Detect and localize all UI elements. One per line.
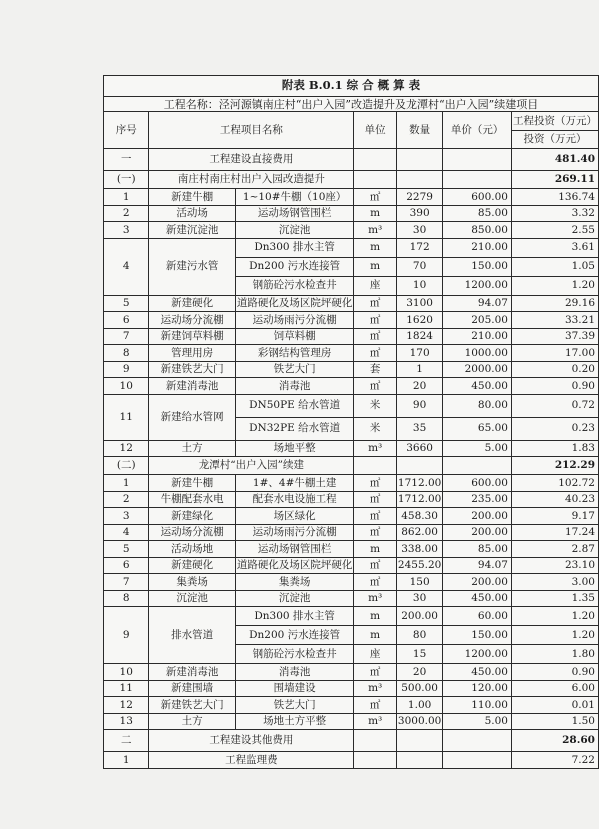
row-seq: 2 xyxy=(104,491,149,508)
row-quantity: 2455.20 xyxy=(396,557,442,574)
row-quantity: 3100 xyxy=(396,295,442,312)
row-total: 0.90 xyxy=(511,378,598,395)
row-quantity xyxy=(396,730,442,752)
row-category: 集粪场 xyxy=(149,574,235,591)
row-total: 0.23 xyxy=(511,417,598,440)
row-unit-price: 60.00 xyxy=(443,607,512,626)
table-row xyxy=(104,574,599,591)
row-unit: m xyxy=(354,257,397,276)
row-unit-price: 110.00 xyxy=(443,697,512,714)
row-unit: m³ xyxy=(354,440,397,457)
row-quantity: 3000.00 xyxy=(396,713,442,730)
row-unit-price xyxy=(443,457,512,475)
row-seq: 9 xyxy=(104,361,149,378)
row-quantity: 338.00 xyxy=(396,541,442,558)
row-seq: 4 xyxy=(104,238,149,295)
row-unit: ㎡ xyxy=(354,664,397,681)
row-unit-price: 450.00 xyxy=(443,378,512,395)
row-unit: ㎡ xyxy=(354,295,397,312)
row-subitem: DN50PE 给水管道 xyxy=(235,394,354,417)
row-unit-price: 235.00 xyxy=(443,491,512,508)
table-row xyxy=(104,295,599,312)
row-unit: ㎡ xyxy=(354,697,397,714)
row-seq: 1 xyxy=(104,475,149,492)
subsection-row xyxy=(104,457,599,475)
row-unit: m xyxy=(354,541,397,558)
row-quantity: 70 xyxy=(396,257,442,276)
row-unit-price: 2000.00 xyxy=(443,361,512,378)
row-unit xyxy=(354,171,397,189)
row-seq: 3 xyxy=(104,222,149,239)
row-unit-price: 85.00 xyxy=(443,205,512,222)
header-seq: 序号 xyxy=(104,112,149,149)
row-seq: 6 xyxy=(104,312,149,329)
row-subitem: 铁艺大门 xyxy=(235,697,354,714)
row-seq: 3 xyxy=(104,508,149,525)
row-category: 新建围墙 xyxy=(149,680,235,697)
row-total: 37.39 xyxy=(511,328,598,345)
row-unit: ㎡ xyxy=(354,189,397,206)
row-unit: m³ xyxy=(354,590,397,607)
row-quantity: 80 xyxy=(396,626,442,645)
row-unit-price: 850.00 xyxy=(443,222,512,239)
table-row xyxy=(104,394,599,417)
row-category: 沉淀池 xyxy=(149,590,235,607)
header-item-name: 工程项目名称 xyxy=(149,112,354,149)
row-quantity: 1824 xyxy=(396,328,442,345)
row-quantity: 1 xyxy=(396,361,442,378)
row-subitem: Dn300 排水主管 xyxy=(235,607,354,626)
table-row xyxy=(104,524,599,541)
row-seq: 11 xyxy=(104,680,149,697)
row-unit-price xyxy=(443,149,512,171)
row-subitem: 彩钢结构管理房 xyxy=(235,345,354,362)
row-total: 29.16 xyxy=(511,295,598,312)
row-subitem: 消毒池 xyxy=(235,378,354,395)
row-unit: 座 xyxy=(354,276,397,295)
row-subitem: 运动场钢管围栏 xyxy=(235,205,354,222)
table-row xyxy=(104,378,599,395)
row-seq: 10 xyxy=(104,378,149,395)
table-row xyxy=(104,189,599,206)
row-subitem: 道路硬化及场区院坪硬化 xyxy=(235,295,354,312)
row-category: 新建铁艺大门 xyxy=(149,361,235,378)
row-quantity: 862.00 xyxy=(396,524,442,541)
row-total: 1.80 xyxy=(511,645,598,664)
row-subitem: DN32PE 给水管道 xyxy=(235,417,354,440)
row-unit-price: 5.00 xyxy=(443,440,512,457)
row-total: 17.24 xyxy=(511,524,598,541)
row-total: 6.00 xyxy=(511,680,598,697)
row-total: 3.32 xyxy=(511,205,598,222)
table-row xyxy=(104,361,599,378)
row-subitem: 饲草料棚 xyxy=(235,328,354,345)
row-seq: 8 xyxy=(104,590,149,607)
row-seq: 一 xyxy=(104,149,149,171)
row-total: 7.22 xyxy=(511,752,598,769)
row-unit: ㎡ xyxy=(354,475,397,492)
row-category: 土方 xyxy=(149,440,235,457)
row-unit: 套 xyxy=(354,361,397,378)
header-unit: 单位 xyxy=(354,112,397,149)
section-row xyxy=(104,149,599,171)
table-row xyxy=(104,508,599,525)
subsection-total: 212.29 xyxy=(511,457,598,475)
row-unit: ㎡ xyxy=(354,508,397,525)
row-unit-price xyxy=(443,171,512,189)
row-subitem: 消毒池 xyxy=(235,664,354,681)
row-unit: ㎡ xyxy=(354,574,397,591)
row-unit: ㎡ xyxy=(354,345,397,362)
row-unit-price: 205.00 xyxy=(443,312,512,329)
row-unit-price xyxy=(443,730,512,752)
section-name: 工程建设直接费用 xyxy=(149,149,354,171)
subsection-name: 龙潭村“出户入园”续建 xyxy=(149,457,354,475)
row-seq: 二 xyxy=(104,730,149,752)
row-unit: m xyxy=(354,205,397,222)
row-total: 1.05 xyxy=(511,257,598,276)
section-total: 481.40 xyxy=(511,149,598,171)
row-quantity: 35 xyxy=(396,417,442,440)
row-total: 9.17 xyxy=(511,508,598,525)
row-seq: 9 xyxy=(104,607,149,664)
row-category: 牛棚配套水电 xyxy=(149,491,235,508)
row-unit-price xyxy=(443,752,512,769)
table-row xyxy=(104,238,599,257)
row-category: 新建给水管网 xyxy=(149,394,235,440)
row-quantity: 15 xyxy=(396,645,442,664)
row-quantity: 500.00 xyxy=(396,680,442,697)
row-unit: ㎡ xyxy=(354,491,397,508)
row-category: 活动场地 xyxy=(149,541,235,558)
table-row xyxy=(104,345,599,362)
row-unit: m³ xyxy=(354,222,397,239)
row-unit-price: 5.00 xyxy=(443,713,512,730)
row-total: 1.20 xyxy=(511,276,598,295)
row-unit: ㎡ xyxy=(354,557,397,574)
row-quantity: 200.00 xyxy=(396,607,442,626)
row-unit-price: 150.00 xyxy=(443,626,512,645)
row-unit-price: 85.00 xyxy=(443,541,512,558)
row-total: 0.72 xyxy=(511,394,598,417)
row-category: 新建沉淀池 xyxy=(149,222,235,239)
row-quantity: 172 xyxy=(396,238,442,257)
row-subitem: 配套水电设施工程 xyxy=(235,491,354,508)
header-quantity: 数量 xyxy=(396,112,442,149)
row-unit: 座 xyxy=(354,645,397,664)
row-quantity xyxy=(396,149,442,171)
row-unit-price: 600.00 xyxy=(443,189,512,206)
row-category: 新建消毒池 xyxy=(149,378,235,395)
row-unit: m³ xyxy=(354,713,397,730)
section-name: 工程建设其他费用 xyxy=(149,730,354,752)
row-category: 排水管道 xyxy=(149,607,235,664)
row-quantity: 1712.00 xyxy=(396,491,442,508)
row-unit-price: 1200.00 xyxy=(443,645,512,664)
row-total: 1.20 xyxy=(511,607,598,626)
section-row xyxy=(104,730,599,752)
row-unit: ㎡ xyxy=(354,328,397,345)
row-unit-price: 94.07 xyxy=(443,557,512,574)
fee-name: 工程监理费 xyxy=(149,752,354,769)
row-subitem: 围墙建设 xyxy=(235,680,354,697)
row-unit-price: 1000.00 xyxy=(443,345,512,362)
row-quantity: 3660 xyxy=(396,440,442,457)
row-unit: ㎡ xyxy=(354,312,397,329)
row-seq: 1 xyxy=(104,189,149,206)
row-seq: 12 xyxy=(104,440,149,457)
row-subitem: 运动场雨污分流棚 xyxy=(235,312,354,329)
row-total: 1.50 xyxy=(511,713,598,730)
table-row xyxy=(104,752,599,769)
row-category: 新建消毒池 xyxy=(149,664,235,681)
row-total: 1.20 xyxy=(511,626,598,645)
row-total: 2.87 xyxy=(511,541,598,558)
row-unit-price: 210.00 xyxy=(443,328,512,345)
row-subitem: 运动场雨污分流棚 xyxy=(235,524,354,541)
row-total: 33.21 xyxy=(511,312,598,329)
subsection-name: 南庄村南庄村出户入园改造提升 xyxy=(149,171,354,189)
row-seq: 13 xyxy=(104,713,149,730)
row-subitem: 场区绿化 xyxy=(235,508,354,525)
row-seq: 5 xyxy=(104,541,149,558)
row-category: 新建铁艺大门 xyxy=(149,697,235,714)
table-row xyxy=(104,541,599,558)
row-unit xyxy=(354,752,397,769)
table-row xyxy=(104,607,599,626)
row-subitem: 运动场钢管围栏 xyxy=(235,541,354,558)
row-category: 管理用房 xyxy=(149,345,235,362)
row-unit: m xyxy=(354,607,397,626)
row-unit: m xyxy=(354,626,397,645)
row-unit-price: 94.07 xyxy=(443,295,512,312)
row-category: 活动场 xyxy=(149,205,235,222)
row-quantity: 1712.00 xyxy=(396,475,442,492)
row-subitem: 沉淀池 xyxy=(235,222,354,239)
row-category: 新建牛棚 xyxy=(149,189,235,206)
row-category: 新建牛棚 xyxy=(149,475,235,492)
table-row xyxy=(104,328,599,345)
row-category: 新建硬化 xyxy=(149,295,235,312)
row-seq: 8 xyxy=(104,345,149,362)
row-unit xyxy=(354,149,397,171)
row-unit-price: 80.00 xyxy=(443,394,512,417)
row-quantity: 1620 xyxy=(396,312,442,329)
row-seq: 7 xyxy=(104,328,149,345)
table-row xyxy=(104,697,599,714)
row-seq: 5 xyxy=(104,295,149,312)
row-quantity: 20 xyxy=(396,664,442,681)
row-unit-price: 450.00 xyxy=(443,664,512,681)
row-unit xyxy=(354,730,397,752)
row-quantity xyxy=(396,171,442,189)
row-quantity xyxy=(396,457,442,475)
budget-table xyxy=(103,75,599,769)
row-seq: (二) xyxy=(104,457,149,475)
row-subitem: 道路硬化及场区院坪硬化 xyxy=(235,557,354,574)
row-quantity: 390 xyxy=(396,205,442,222)
row-seq: 6 xyxy=(104,557,149,574)
row-subitem: Dn300 排水主管 xyxy=(235,238,354,257)
row-quantity: 30 xyxy=(396,222,442,239)
row-total: 1.35 xyxy=(511,590,598,607)
row-total: 2.55 xyxy=(511,222,598,239)
row-unit: 米 xyxy=(354,394,397,417)
row-total: 3.61 xyxy=(511,238,598,257)
row-category: 新建绿化 xyxy=(149,508,235,525)
row-total: 0.20 xyxy=(511,361,598,378)
row-unit: m xyxy=(354,238,397,257)
row-unit: ㎡ xyxy=(354,524,397,541)
project-name: 工程名称：泾河源镇南庄村“出户入园”改造提升及龙潭村“出户入园”续建项目 xyxy=(104,97,599,112)
header-unit-price: 单价（元） xyxy=(443,112,512,149)
table-row xyxy=(104,475,599,492)
row-quantity: 20 xyxy=(396,378,442,395)
row-unit-price: 200.00 xyxy=(443,574,512,591)
row-unit-price: 1200.00 xyxy=(443,276,512,295)
row-seq: 12 xyxy=(104,697,149,714)
row-quantity: 150 xyxy=(396,574,442,591)
row-unit-price: 200.00 xyxy=(443,508,512,525)
row-unit-price: 65.00 xyxy=(443,417,512,440)
row-subitem: 集粪场 xyxy=(235,574,354,591)
row-subitem: 场地平整 xyxy=(235,440,354,457)
table-row xyxy=(104,664,599,681)
row-seq: 1 xyxy=(104,752,149,769)
row-category: 新建污水管 xyxy=(149,238,235,295)
table-row xyxy=(104,491,599,508)
header-investment-bottom: 投资（万元） xyxy=(511,131,598,149)
row-total: 23.10 xyxy=(511,557,598,574)
row-quantity: 458.30 xyxy=(396,508,442,525)
row-total: 0.01 xyxy=(511,697,598,714)
row-total: 102.72 xyxy=(511,475,598,492)
row-seq: 10 xyxy=(104,664,149,681)
row-subitem: 场地土方平整 xyxy=(235,713,354,730)
row-category: 运动场分流棚 xyxy=(149,524,235,541)
row-category: 新建饲草料棚 xyxy=(149,328,235,345)
row-total: 136.74 xyxy=(511,189,598,206)
row-seq: 11 xyxy=(104,394,149,440)
table-row xyxy=(104,312,599,329)
row-subitem: 1#、4#牛棚土建 xyxy=(235,475,354,492)
section-total: 28.60 xyxy=(511,730,598,752)
row-unit-price: 600.00 xyxy=(443,475,512,492)
row-unit-price: 200.00 xyxy=(443,524,512,541)
row-total: 1.83 xyxy=(511,440,598,457)
row-seq: 4 xyxy=(104,524,149,541)
subsection-total: 269.11 xyxy=(511,171,598,189)
table-title: 附表 B.0.1 综 合 概 算 表 xyxy=(104,76,599,97)
row-category: 运动场分流棚 xyxy=(149,312,235,329)
row-category: 新建硬化 xyxy=(149,557,235,574)
header-investment-top: 工程投资（万元） xyxy=(511,112,598,131)
row-unit: m³ xyxy=(354,680,397,697)
row-total: 0.90 xyxy=(511,664,598,681)
row-total: 3.00 xyxy=(511,574,598,591)
table-row xyxy=(104,205,599,222)
row-quantity: 1.00 xyxy=(396,697,442,714)
row-subitem: 沉淀池 xyxy=(235,590,354,607)
row-subitem: 钢筋砼污水检查井 xyxy=(235,276,354,295)
row-category: 土方 xyxy=(149,713,235,730)
row-subitem: Dn200 污水连接管 xyxy=(235,626,354,645)
row-quantity: 30 xyxy=(396,590,442,607)
row-unit-price: 120.00 xyxy=(443,680,512,697)
row-seq: 2 xyxy=(104,205,149,222)
row-total: 40.23 xyxy=(511,491,598,508)
row-subitem: Dn200 污水连接管 xyxy=(235,257,354,276)
row-quantity: 90 xyxy=(396,394,442,417)
table-row xyxy=(104,557,599,574)
table-row xyxy=(104,713,599,730)
subsection-row xyxy=(104,171,599,189)
row-seq: 7 xyxy=(104,574,149,591)
table-row xyxy=(104,222,599,239)
row-unit: 米 xyxy=(354,417,397,440)
row-subitem: 1~10#牛棚（10座） xyxy=(235,189,354,206)
row-total: 17.00 xyxy=(511,345,598,362)
row-quantity: 2279 xyxy=(396,189,442,206)
row-subitem: 铁艺大门 xyxy=(235,361,354,378)
table-row xyxy=(104,680,599,697)
row-unit-price: 450.00 xyxy=(443,590,512,607)
row-seq: (一) xyxy=(104,171,149,189)
row-quantity: 170 xyxy=(396,345,442,362)
table-row xyxy=(104,440,599,457)
table-row xyxy=(104,590,599,607)
row-quantity xyxy=(396,752,442,769)
row-unit-price: 210.00 xyxy=(443,238,512,257)
row-unit xyxy=(354,457,397,475)
row-subitem: 钢筋砼污水检查井 xyxy=(235,645,354,664)
row-unit-price: 150.00 xyxy=(443,257,512,276)
row-unit: ㎡ xyxy=(354,378,397,395)
row-quantity: 10 xyxy=(396,276,442,295)
